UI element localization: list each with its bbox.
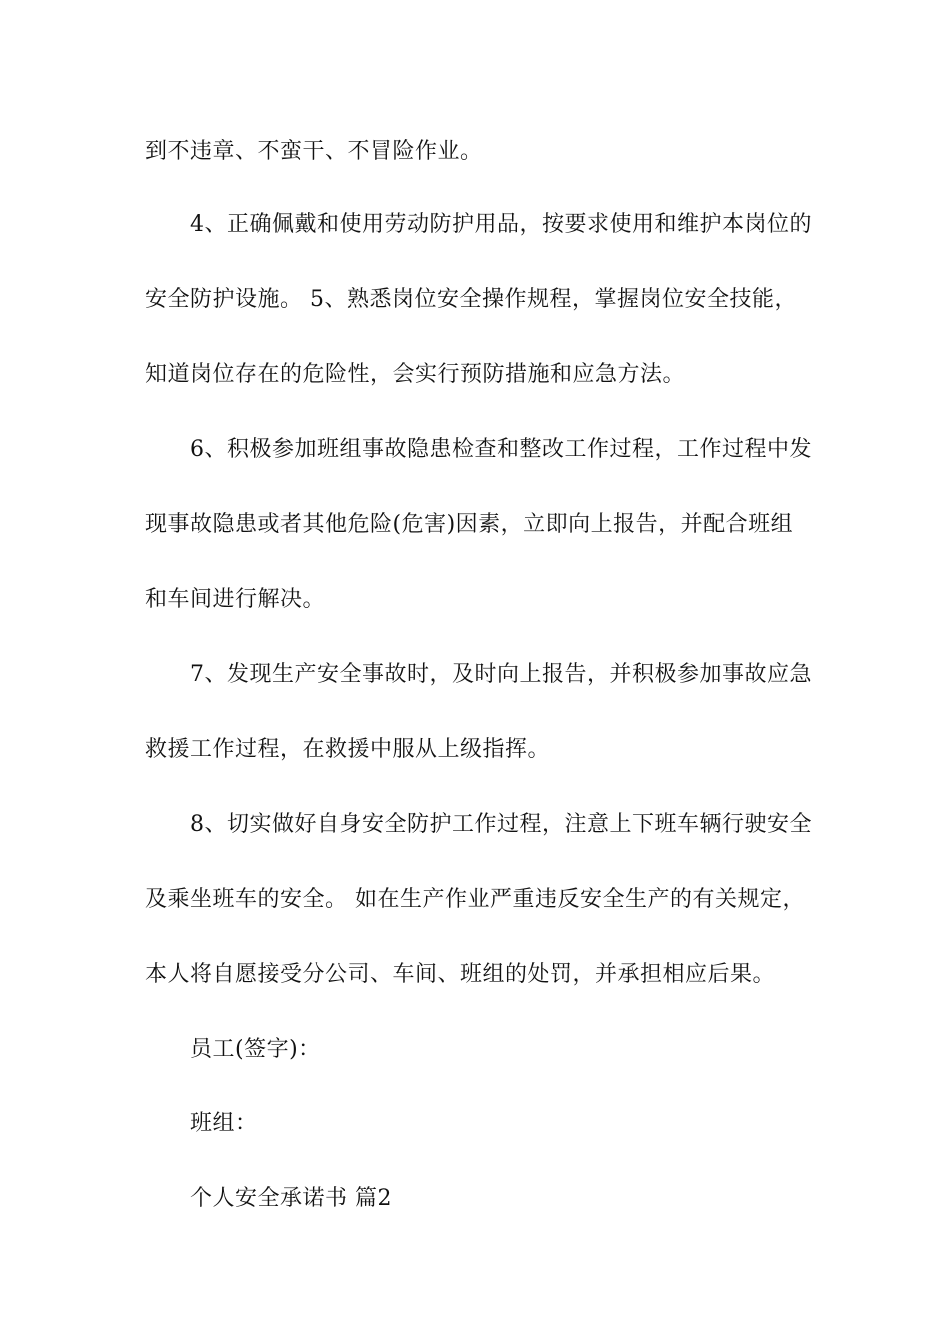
paragraph-7-start: 7、发现生产安全事故时，及时向上报告，并积极参加事故应急 <box>190 662 812 687</box>
text-line: 到不违章、不蛮干、不冒险作业。 <box>145 139 483 164</box>
section-heading: 个人安全承诺书 篇2 <box>190 1186 392 1211</box>
text-line: 和车间进行解决。 <box>145 587 326 612</box>
paragraph-8-start: 8、切实做好自身安全防护工作过程，注意上下班车辆行驶安全 <box>190 812 812 837</box>
employee-signature-label: 员工(签字)： <box>190 1037 321 1062</box>
text-line: 现事故隐患或者其他危险(危害)因素，立即向上报告，并配合班组 <box>145 512 794 537</box>
text-line: 安全防护设施。 5、熟悉岗位安全操作规程，掌握岗位安全技能， <box>145 287 797 312</box>
text-line: 及乘坐班车的安全。 如在生产作业严重违反安全生产的有关规定， <box>145 887 805 912</box>
text-line: 本人将自愿接受分公司、车间、班组的处罚，并承担相应后果。 <box>145 962 776 987</box>
text-line: 救援工作过程，在救援中服从上级指挥。 <box>145 737 551 762</box>
text-line: 知道岗位存在的危险性，会实行预防措施和应急方法。 <box>145 362 686 387</box>
paragraph-4-start: 4、正确佩戴和使用劳动防护用品，按要求使用和维护本岗位的 <box>190 212 812 237</box>
team-label: 班组： <box>190 1111 258 1136</box>
paragraph-6-start: 6、积极参加班组事故隐患检查和整改工作过程，工作过程中发 <box>190 437 812 462</box>
